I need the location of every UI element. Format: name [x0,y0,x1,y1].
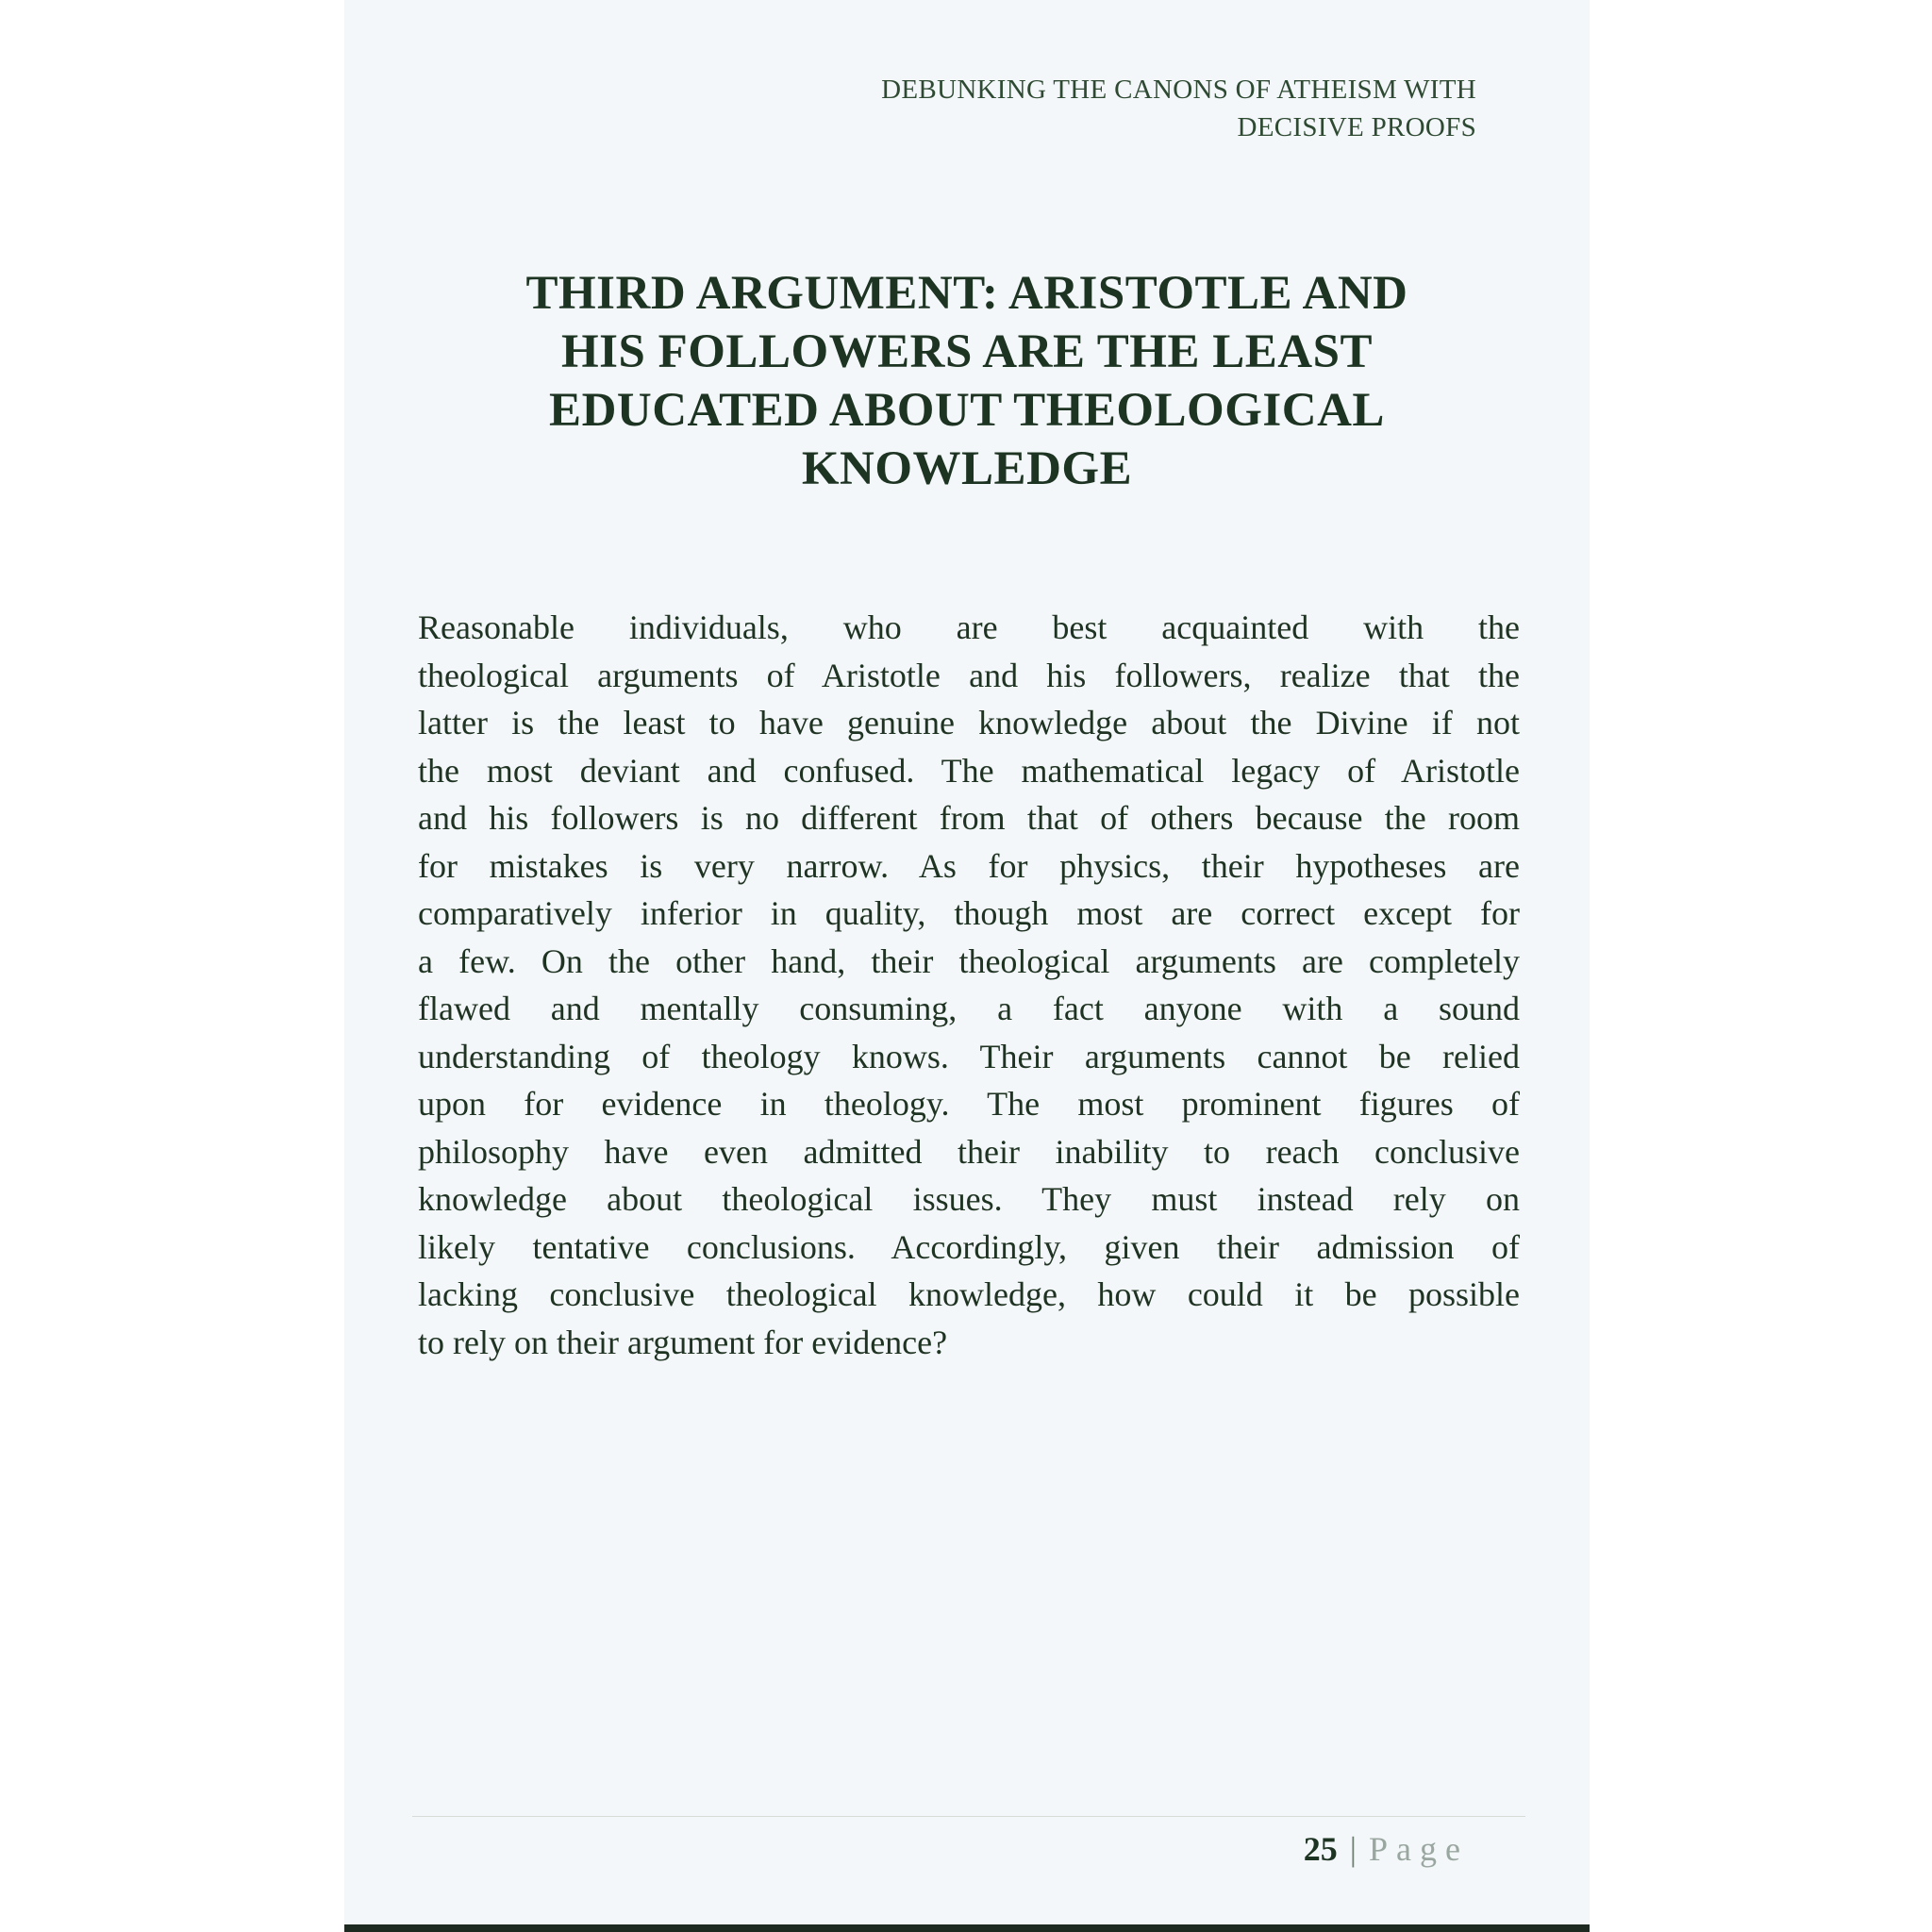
body-line: theological arguments of Aristotle and his followers, realize that the [418,656,1520,694]
body-line: understanding of theology knows. Their arguments cannot be relied [418,1037,1520,1075]
page-separator: | [1349,1830,1357,1868]
footer-divider [412,1816,1525,1817]
page-label: Page [1369,1830,1469,1868]
chapter-title-line: KNOWLEDGE [801,442,1133,495]
body-line: and his followers is no different from that of others because the room [418,799,1520,837]
running-header [627,71,1476,146]
body-line: to rely on their argument for evidence? [418,1323,948,1361]
body-line: knowledge about theological issues. They must instead rely on [418,1180,1520,1218]
running-header-line: DEBUNKING THE CANONS OF ATHEISM WITH [881,75,1476,105]
body-line: philosophy have even admitted their inability to reach conclusive [418,1132,1520,1171]
page-footer [1304,1828,1469,1870]
body-line: upon for evidence in theology. The most prominent figures of [418,1085,1520,1123]
body-line: a few. On the other hand, their theological arguments are completely [418,941,1520,980]
body-line: for mistakes is very narrow. As for physics, their hypotheses are [418,846,1520,885]
body-line: flawed and mentally consuming, a fact anyone with a sound [418,990,1520,1027]
body-line: likely tentative conclusions. Accordingly, given their admission of [418,1227,1520,1266]
scan-edge [344,1924,1590,1932]
body-line: lacking conclusive theological knowledge, how could it be possible [418,1275,1520,1313]
body-line: Reasonable individuals, who are best acquainted with the [418,608,1520,646]
body-line: latter is the least to have genuine knowledge about the Divine if not [418,704,1520,741]
chapter-title [401,264,1533,498]
body-line: comparatively inferior in quality, though most are correct except for [418,894,1520,932]
page-number: 25 [1303,1830,1338,1868]
body-line: the most deviant and confused. The mathematical legacy of Aristotle [418,751,1520,790]
book-page [344,0,1590,1924]
chapter-title-line: THIRD ARGUMENT: ARISTOTLE AND [525,267,1408,320]
chapter-title-line: EDUCATED ABOUT THEOLOGICAL [549,384,1385,437]
chapter-title-line: HIS FOLLOWERS ARE THE LEAST [560,325,1373,378]
body-paragraph [418,604,1520,1366]
running-header-line: DECISIVE PROOFS [1237,112,1476,142]
